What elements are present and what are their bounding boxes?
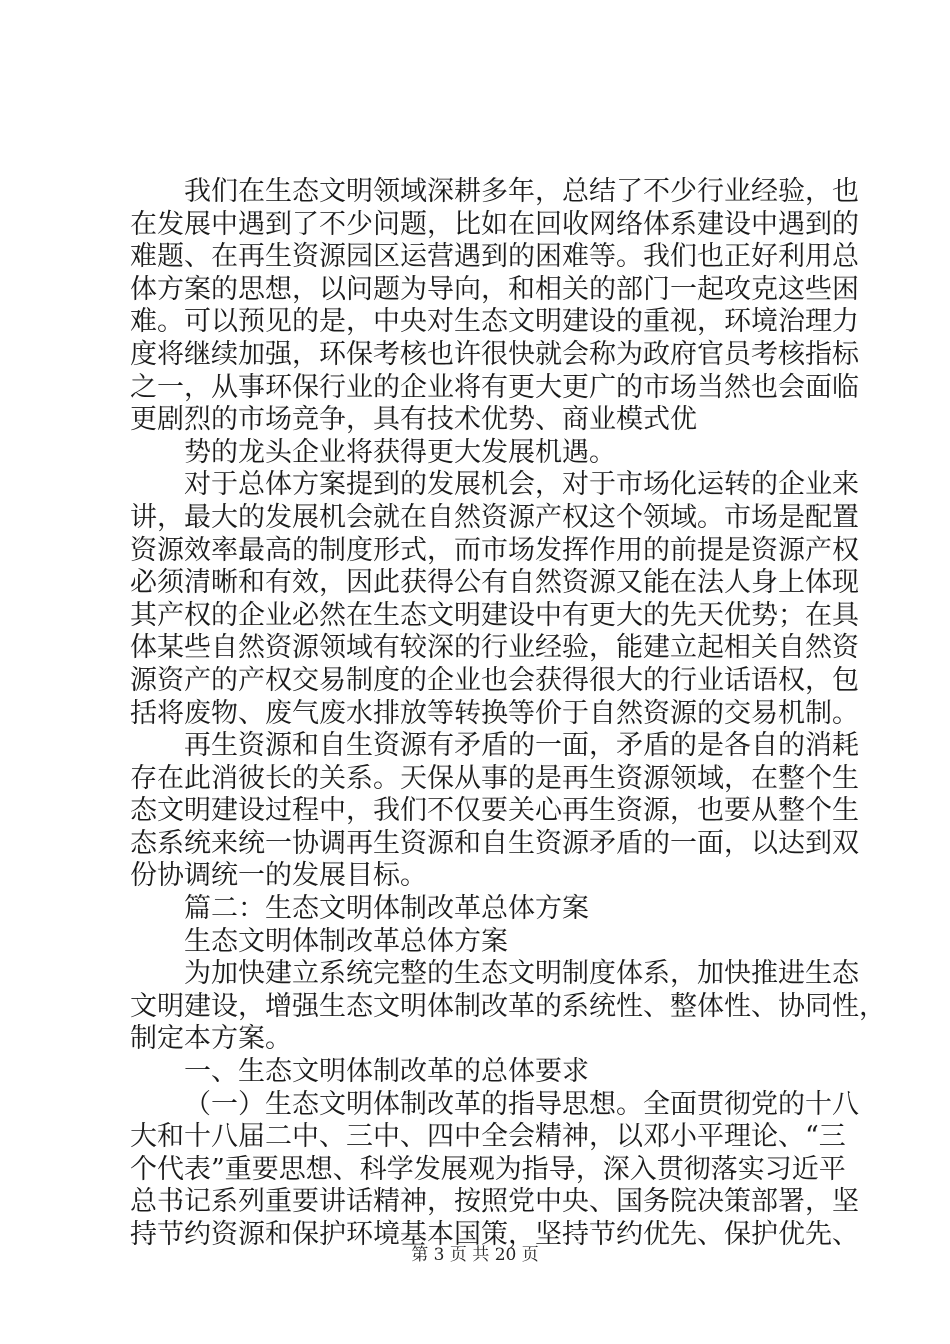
text-line: 难题、在再生资源园区运营遇到的困难等。我们也正好利用总 (130, 241, 859, 273)
text-line: 一、生态文明体制改革的总体要求 (184, 1056, 589, 1088)
text-line: 份协调统一的发展目标。 (130, 860, 427, 892)
text-line: 势的龙头企业将获得更大发展机遇。 (184, 436, 616, 468)
document-body (130, 176, 886, 1252)
text-line: 文明建设，增强生态文明体制改革的系统性、整体性、协同性， (130, 990, 886, 1022)
text-line: 体方案的思想，以问题为导向，和相关的部门一起攻克这些困 (130, 273, 859, 305)
text-line: 体某些自然资源领域有较深的行业经验，能建立起相关自然资 (130, 632, 859, 664)
text-line: 篇二：生态文明体制改革总体方案 (184, 893, 589, 925)
text-line: 态系统来统一协调再生资源和自生资源矛盾的一面，以达到双 (130, 827, 859, 859)
text-line: 为加快建立系统完整的生态文明制度体系，加快推进生态 (184, 958, 859, 990)
text-line: 之一，从事环保行业的企业将有更大更广的市场当然也会面临 (130, 371, 859, 403)
text-line: （一）生态文明体制改革的指导思想。全面贯彻党的十八 (184, 1088, 859, 1120)
text-line: 我们在生态文明领域深耕多年，总结了不少行业经验，也 (184, 176, 859, 207)
text-line: 更剧烈的市场竞争，具有技术优势、商业模式优 (130, 404, 697, 436)
text-line: 括将废物、废气废水排放等转换等价于自然资源的交易机制。 (130, 697, 859, 729)
text-line: 总书记系列重要讲话精神，按照党中央、国务院决策部署，坚 (130, 1186, 859, 1218)
text-line: 态文明建设过程中，我们不仅要关心再生资源，也要从整个生 (130, 795, 859, 827)
text-line: 再生资源和自生资源有矛盾的一面，矛盾的是各自的消耗 (184, 730, 859, 762)
text-line: 其产权的企业必然在生态文明建设中有更大的先天优势；在具 (130, 599, 859, 631)
text-line: 生态文明体制改革总体方案 (184, 925, 508, 957)
text-line: 个代表”重要思想、科学发展观为指导，深入贯彻落实习近平 (130, 1153, 846, 1185)
text-line: 必须清晰和有效，因此获得公有自然资源又能在法人身上体现 (130, 567, 859, 599)
text-line: 大和十八届二中、三中、四中全会精神，以邓小平理论、“三 (130, 1121, 846, 1153)
text-line: 制定本方案。 (130, 1023, 292, 1055)
text-line: 对于总体方案提到的发展机会，对于市场化运转的企业来 (184, 469, 859, 501)
text-line: 存在此消彼长的关系。天保从事的是再生资源领域，在整个生 (130, 762, 859, 794)
text-line: 源资产的产权交易制度的企业也会获得很大的行业话语权，包 (130, 664, 859, 696)
text-line: 持节约资源和保护环境基本国策，坚持节约优先、保护优先、 (130, 1219, 859, 1250)
text-line: 难。可以预见的是，中央对生态文明建设的重视，环境治理力 (130, 306, 859, 338)
page-footer: 第 3 页 共 20 页 (411, 1245, 539, 1265)
text-line: 在发展中遇到了不少问题，比如在回收网络体系建设中遇到的 (130, 208, 859, 240)
text-line: 资源效率最高的制度形式，而市场发挥作用的前提是资源产权 (130, 534, 859, 566)
text-line: 度将继续加强，环保考核也许很快就会称为政府官员考核指标 (130, 338, 859, 370)
text-line: 讲，最大的发展机会就在自然资源产权这个领域。市场是配置 (130, 501, 859, 533)
